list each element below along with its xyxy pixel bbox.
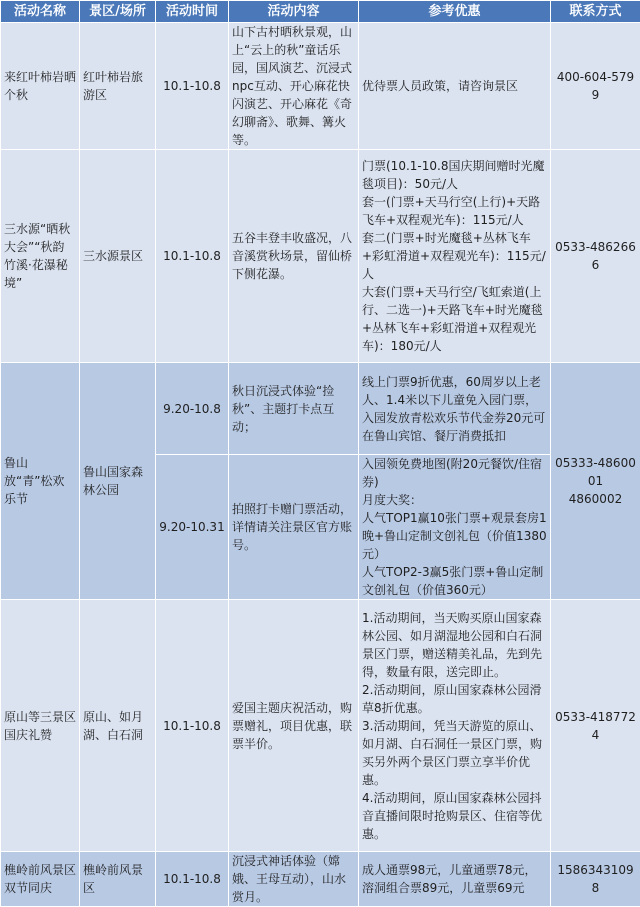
header-name: 活动名称	[1, 1, 80, 23]
cell-name: 原山等三景区国庆礼赞	[1, 600, 80, 852]
cell-time: 9.20-10.8	[156, 363, 229, 455]
cell-time: 10.1-10.8	[156, 23, 229, 150]
cell-line: 大套(门票+天马行空/飞虹索道(上行、二选一)+天路飞车+时光魔毯+丛林飞车+彩虹滑道+双程观光车)：180元/人	[362, 283, 547, 355]
cell-content: 秋日沉浸式体验“捡秋”、主题打卡点互动；	[229, 363, 359, 455]
cell-offer	[359, 600, 551, 852]
cell-line: 套二(门票+时光魔毯+丛林飞车+彩虹滑道+双程观光车)：115元/人	[362, 229, 547, 283]
cell-venue: 樵岭前风景区	[80, 852, 156, 907]
cell-content: 拍照打卡赠门票活动，详情请关注景区官方账号。	[229, 455, 359, 600]
cell-line: 4860002	[554, 490, 637, 508]
cell-offer	[359, 455, 551, 600]
table-row	[1, 363, 640, 455]
cell-offer: 优待票人员政策，请咨询景区	[359, 23, 551, 150]
cell-content: 沉浸式神话体验（嫦娥、王母互动），山水赏月。	[229, 852, 359, 907]
cell-line: 人气TOP1赢10张门票+观景套房1晚+鲁山定制文创礼包（价值1380元）	[362, 509, 547, 563]
cell-line: 2.活动期间，原山国家森林公园滑草8折优惠。	[362, 681, 547, 717]
cell-name: 三水源“晒秋大会”“秋韵竹溪·花瀑秘境”	[1, 150, 80, 363]
cell-offer: 成人通票98元，儿童通票78元，溶洞组合票89元，儿童票69元	[359, 852, 551, 907]
cell-line: 人气TOP2-3赢5张门票+鲁山定制文创礼包（价值360元）	[362, 563, 547, 599]
cell-line: 月度大奖：	[362, 491, 547, 509]
cell-offer	[359, 150, 551, 363]
cell-venue: 三水源景区	[80, 150, 156, 363]
cell-contact: 15863431098	[551, 852, 640, 907]
header-venue: 景区/场所	[80, 1, 156, 23]
cell-line: 3.活动期间，凭当天游览的原山、如月湖、白石洞任一景区门票，购买另外两个景区门票立享半价优惠。	[362, 717, 547, 789]
cell-name: 樵岭前风景区双节同庆	[1, 852, 80, 907]
cell-name: 来红叶柿岩晒个秋	[1, 23, 80, 150]
cell-content: 山下古村晒秋景观，山上“云上的秋”童话乐园，国风演艺、沉浸式npc互动、开心麻花快闪演艺、开心麻花《奇幻聊斋》、歌舞、篝火等。	[229, 23, 359, 150]
cell-contact: 0533-4187724	[551, 600, 640, 852]
cell-contact	[551, 363, 640, 600]
header-row	[1, 1, 640, 23]
cell-time: 9.20-10.31	[156, 455, 229, 600]
cell-contact: 400-604-5799	[551, 23, 640, 150]
cell-name: 鲁山放“青”松欢乐节	[1, 363, 80, 600]
header-time: 活动时间	[156, 1, 229, 23]
table-row	[1, 852, 640, 907]
cell-time: 10.1-10.8	[156, 600, 229, 852]
cell-venue: 红叶柿岩旅游区	[80, 23, 156, 150]
cell-time: 10.1-10.8	[156, 150, 229, 363]
cell-contact: 0533-4862666	[551, 150, 640, 363]
table-row	[1, 600, 640, 852]
header-contact: 联系方式	[551, 1, 640, 23]
cell-venue: 鲁山国家森林公园	[80, 363, 156, 600]
cell-line: 门票(10.1-10.8国庆期间赠时光魔毯项目)：50元/人	[362, 157, 547, 193]
cell-line: 1.活动期间，当天购买原山国家森林公园、如月湖湿地公园和白石洞景区门票，赠送精美礼品，先到先得，数量有限，送完即止。	[362, 609, 547, 681]
header-offer: 参考优惠	[359, 1, 551, 23]
cell-line: 4.活动期间，原山国家森林公园抖音直播间限时抢购景区、住宿等优惠。	[362, 789, 547, 843]
cell-line: 套一(门票+天马行空(上行)+天路飞车+双程观光车)：115元/人	[362, 193, 547, 229]
cell-content: 爱国主题庆祝活动，购票赠礼，项目优惠，联票半价。	[229, 600, 359, 852]
table-row	[1, 23, 640, 150]
table-row	[1, 150, 640, 363]
cell-venue: 原山、如月湖、白石洞	[80, 600, 156, 852]
cell-line: 05333-4860001	[554, 454, 637, 490]
cell-content: 五谷丰登丰收盛况，八音溪赏秋场景，留仙桥下侧花瀑。	[229, 150, 359, 363]
cell-line: 入园领免费地图(附20元餐饮/住宿券)	[362, 455, 547, 491]
header-content: 活动内容	[229, 1, 359, 23]
cell-time: 10.1-10.8	[156, 852, 229, 907]
cell-offer: 线上门票9折优惠，60周岁以上老人、1.4米以下儿童免入园门票，入园发放青松欢乐节代金券20元可在鲁山宾馆、餐厅消费抵扣	[359, 363, 551, 455]
